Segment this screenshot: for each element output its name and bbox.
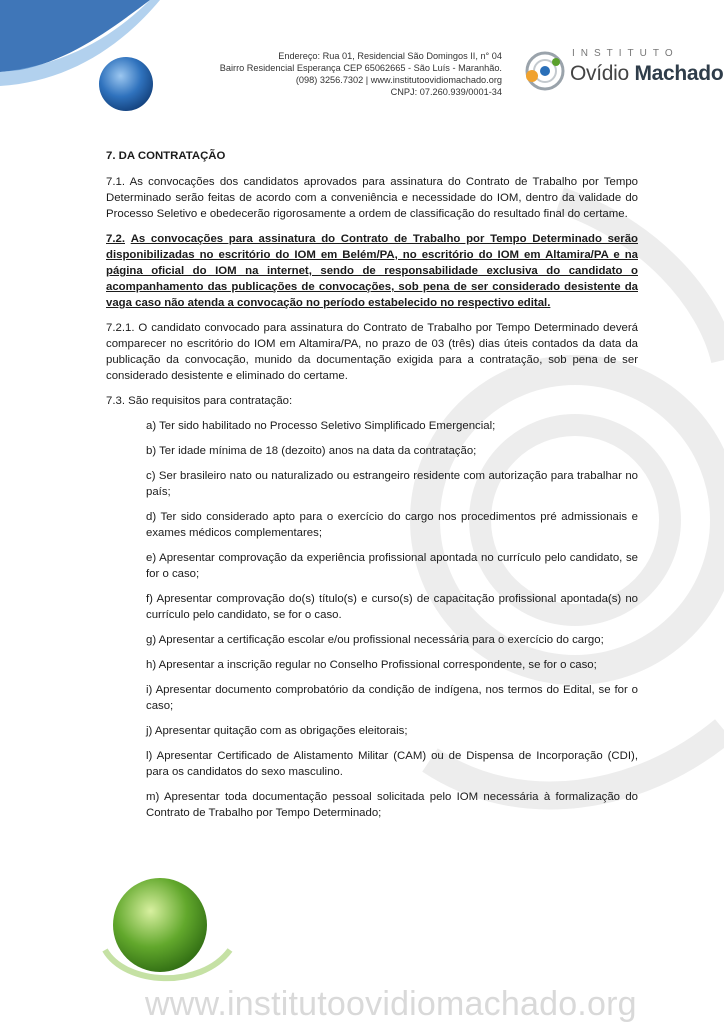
- paragraph-7-3: 7.3. São requisitos para contratação:: [106, 395, 293, 407]
- institute-logo: [522, 46, 724, 96]
- footer-url: www.institutoovidiomachado.org: [145, 985, 637, 1023]
- cnpj-line: CNPJ: 07.260.939/0001-34: [390, 87, 502, 97]
- list-item: g) Apresentar a certificação escolar e/ou profissional necessária para o exercício do cargo;: [146, 634, 604, 646]
- logo-second-word: Machado: [634, 62, 724, 85]
- logo-name: [570, 62, 723, 86]
- logo-small-text: INSTITUTO: [572, 48, 679, 59]
- logo-first-word: Ovídio: [570, 62, 629, 85]
- paragraph-7-2-text: As convocações para assinatura do Contrato de Trabalho por Tempo Determinado serão disponibilizadas no escritório do IOM em Belém/PA, no escritório do IOM em Altamira/PA e na página oficial do IOM na internet, sendo de responsabilidade exclusiva do candidato o acompanhamento das publicações de convocações, sob pena de ser considerado desistente da vaga caso não atenda a convocação no período estabelecido no respectivo edital.: [106, 233, 638, 309]
- list-item: i) Apresentar documento comprobatório da condição de indígena, nos termos do Edital, se for o caso;: [146, 684, 638, 712]
- paragraph-7-2: [106, 231, 638, 311]
- list-item: f) Apresentar comprovação do(s) título(s) e curso(s) de capacitação profissional apontada(s) no currículo pelo candidato, se for o caso.: [146, 593, 638, 621]
- paragraph-7-2-1: 7.2.1. O candidato convocado para assinatura do Contrato de Trabalho por Tempo Determinado deverá comparecer no escritório do IOM em Altamira/PA, no prazo de 03 (três) dias úteis contados da data da publicação da convocação, munido da documentação exigida para a contratação, sob pena de ser considerado desistente e eliminado do certame.: [106, 322, 638, 382]
- requirements-list: [106, 418, 638, 821]
- blue-sphere: [99, 57, 153, 111]
- green-sphere: [113, 878, 207, 972]
- section-content: [106, 148, 638, 830]
- header-address: [182, 50, 502, 98]
- list-item: c) Ser brasileiro nato ou naturalizado ou estrangeiro residente com autorização para trabalhar no país;: [146, 470, 638, 498]
- contact-line: (098) 3256.7302 | www.institutoovidiomachado.org: [295, 75, 502, 85]
- logo-mark-icon: [522, 48, 568, 94]
- address-line-2: Bairro Residencial Esperança CEP 65062665 - São Luís - Maranhão.: [219, 63, 502, 73]
- list-item: j) Apresentar quitação com as obrigações eleitorais;: [146, 725, 408, 737]
- list-item: m) Apresentar toda documentação pessoal solicitada pelo IOM necessária à formalização do Contrato de Trabalho por Tempo Determinado;: [146, 791, 638, 819]
- list-item: b) Ter idade mínima de 18 (dezoito) anos na data da contratação;: [146, 445, 477, 457]
- list-item: l) Apresentar Certificado de Alistamento Militar (CAM) ou de Dispensa de Incorporação (CDI), para os candidatos do sexo masculino.: [146, 750, 638, 778]
- list-item: d) Ter sido considerado apto para o exercício do cargo nos procedimentos pré admissionais e exames médicos complementares;: [146, 511, 638, 539]
- paragraph-7-1: 7.1. As convocações dos candidatos aprovados para assinatura do Contrato de Trabalho por Tempo Determinado serão feitas de acordo com a conveniência e necessidade do IOM, dentro da validade do Processo Seletivo e obedecerão rigorosamente a ordem de classificação do resultado final do certame.: [106, 176, 638, 220]
- list-item: h) Apresentar a inscrição regular no Conselho Profissional correspondente, se for o caso;: [146, 659, 597, 671]
- section-title: 7. DA CONTRATAÇÃO: [106, 150, 226, 162]
- paragraph-7-2-number: 7.2.: [106, 233, 125, 245]
- list-item: e) Apresentar comprovação da experiência profissional apontada no currículo pelo candidato, se for o caso;: [146, 552, 638, 580]
- list-item: a) Ter sido habilitado no Processo Seletivo Simplificado Emergencial;: [146, 420, 496, 432]
- address-line-1: Endereço: Rua 01, Residencial São Domingos II, n° 04: [278, 51, 502, 61]
